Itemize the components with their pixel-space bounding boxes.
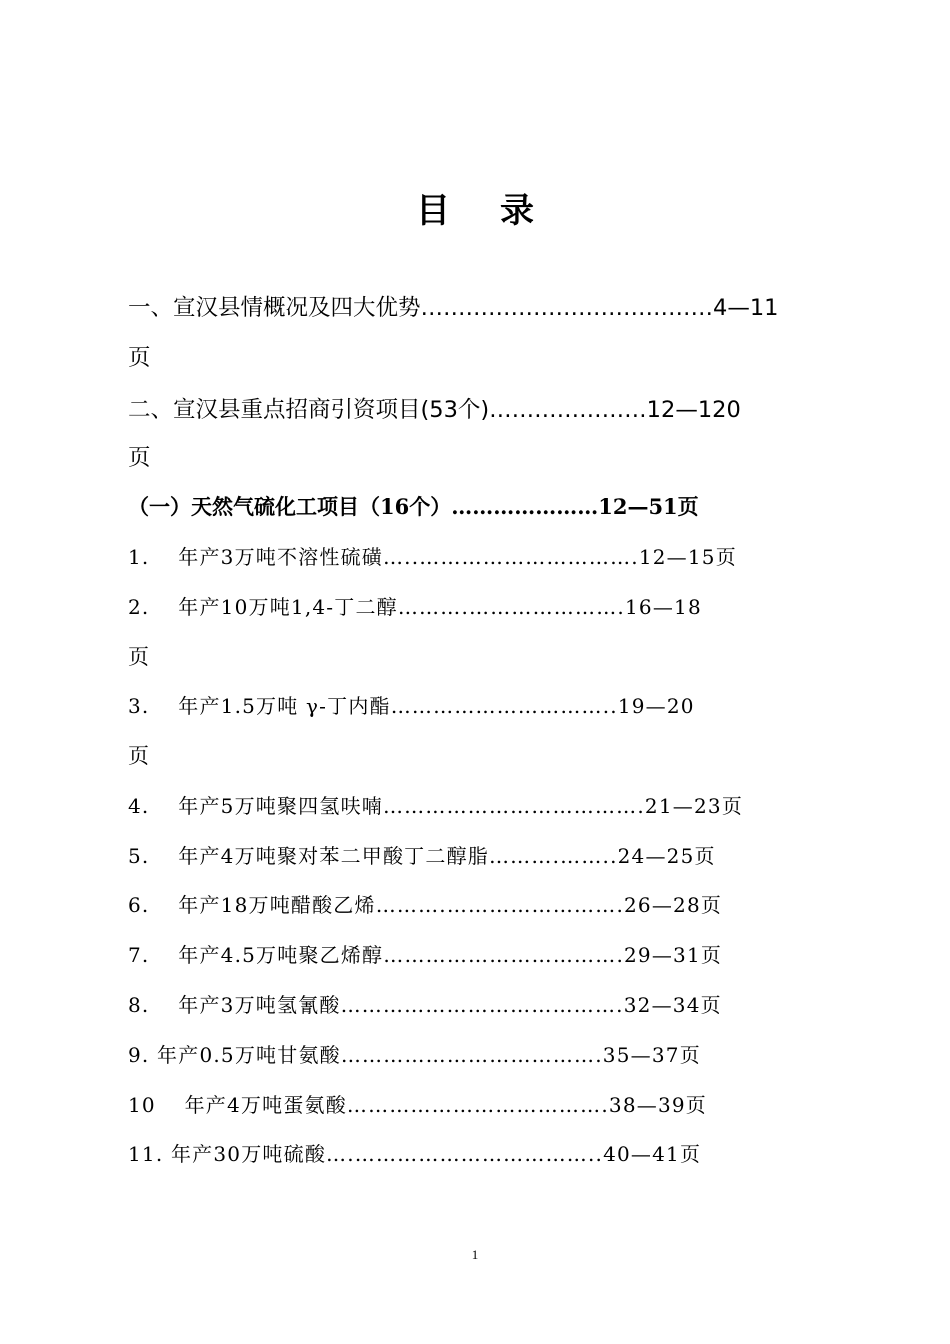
toc-item-10: 10 年产4万吨蛋氨酸……………………………….38—39页 — [128, 1093, 707, 1117]
toc-section-2: 二、宣汉县重点招商引资项目(53个)…………………12—120 — [128, 397, 741, 423]
toc-item-4: 4. 年产5万吨聚四氢呋喃……………………………….21—23页 — [128, 794, 744, 818]
toc-item-7: 7. 年产4.5万吨聚乙烯醇…………………………….29—31页 — [128, 943, 723, 967]
title-char-2: 录 — [500, 191, 534, 231]
toc-item-3-wrap: 页 — [128, 744, 149, 768]
toc-subsection-1: （一）天然气硫化工项目（16个）…………………12—51页 — [128, 494, 699, 519]
toc-item-6: 6. 年产18万吨醋酸乙烯……….…………………….26—28页 — [128, 893, 723, 917]
toc-item-5: 5. 年产4万吨聚对苯二甲酸丁二醇脂……….……..24—25页 — [128, 844, 716, 868]
title-char-1: 目 — [416, 191, 450, 231]
toc-item-9: 9. 年产0.5万吨甘氨酸……………………………….35—37页 — [128, 1043, 701, 1067]
toc-item-11: 11. 年产30万吨硫酸….……………………………..40—41页 — [128, 1142, 702, 1166]
toc-item-1: 1. 年产3万吨不溶性硫磺…..………………………….12—15页 — [128, 545, 737, 569]
toc-section-2-wrap: 页 — [128, 445, 151, 471]
toc-item-2: 2. 年产10万吨1,4-丁二醇……….………………….16—18 — [128, 595, 702, 619]
page-number: 1 — [471, 1247, 479, 1262]
toc-item-3: 3. 年产1.5万吨 γ-丁内酯…………………………..19—20 — [128, 694, 695, 718]
toc-item-8: 8. 年产3万吨氢氰酸………………………………….32—34页 — [128, 993, 722, 1017]
toc-section-1: 一、宣汉县情概况及四大优势…………………………………4—11 — [128, 295, 779, 321]
page-title — [0, 183, 950, 232]
toc-section-1-wrap: 页 — [128, 345, 151, 371]
toc-item-2-wrap: 页 — [128, 645, 149, 669]
